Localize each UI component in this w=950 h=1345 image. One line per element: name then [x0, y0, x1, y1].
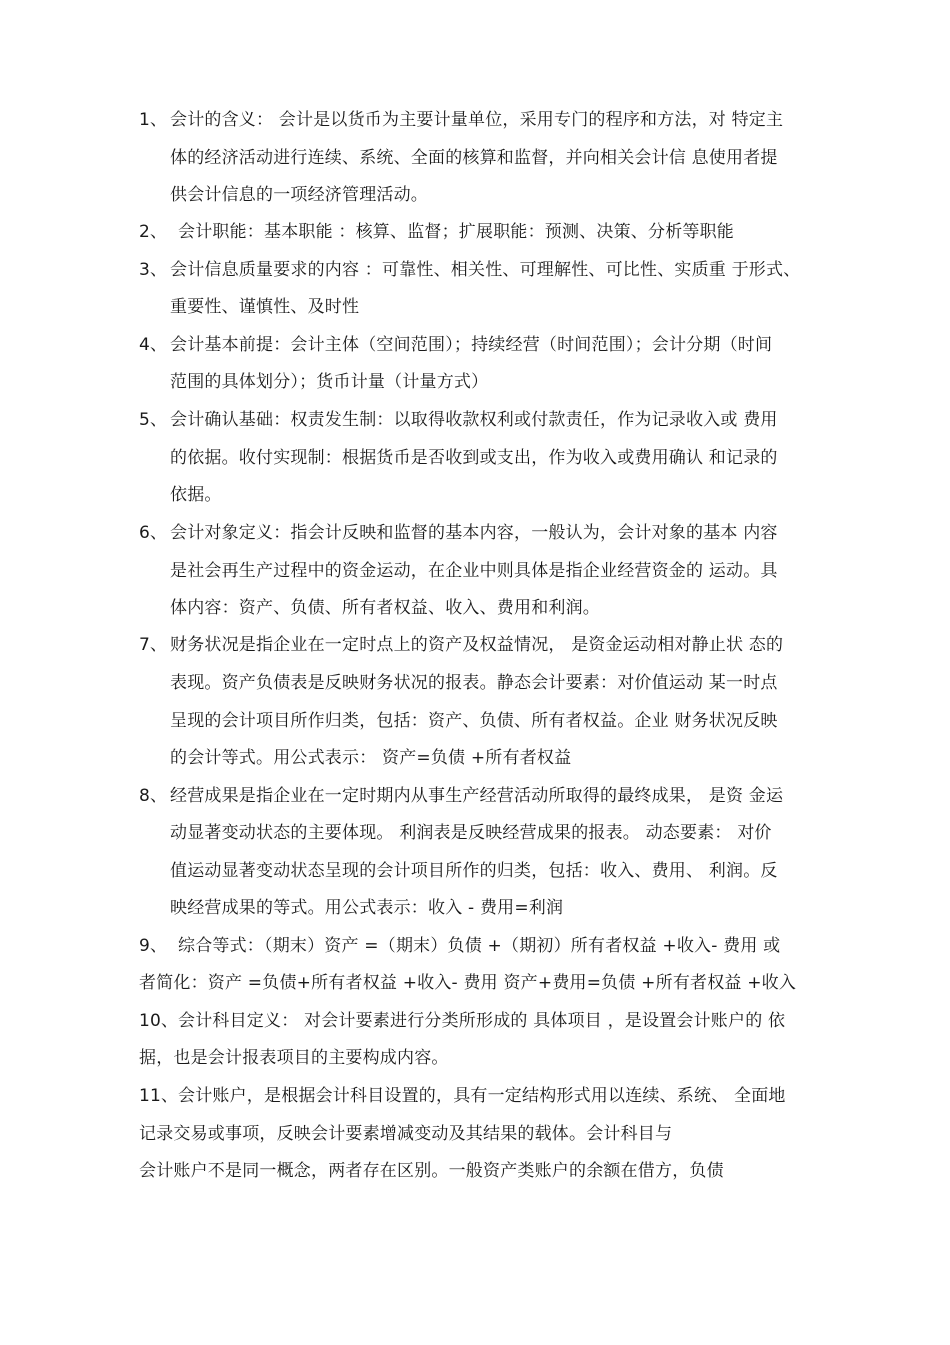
item-text: 映经营成果的等式。用公式表示：收入 - 费用=利润	[170, 898, 564, 918]
item-text: 会计对象定义：指会计反映和监督的基本内容，一般认为，会计对象的基本 内容	[170, 523, 778, 543]
item-text: 依据。	[170, 485, 222, 505]
item-text: 据，也是会计报表项目的主要构成内容。	[139, 1048, 449, 1068]
item-text: 供会计信息的一项经济管理活动。	[170, 185, 428, 205]
item-text: 者简化：资产 =负债+所有者权益 +收入- 费用 资产+费用=负债 +所有者权益 +收入	[139, 973, 797, 993]
item-text: 会计账户，是根据会计科目设置的，具有一定结构形式用以连续、系统、 全面地	[178, 1086, 786, 1106]
item-text: 会计账户不是同一概念，两者存在区别。一般资产类账户的余额在借方，负债	[139, 1161, 724, 1181]
item-text: 是社会再生产过程中的资金运动，在企业中则具体是指企业经营资金的 运动。具	[170, 561, 778, 581]
item-number: 9、	[139, 936, 168, 956]
item-number: 3、	[139, 260, 168, 280]
item-text: 综合等式：（期末）资产 =（期末）负债 +（期初）所有者权益 +收入- 费用 或	[178, 936, 781, 956]
item-text: 范围的具体划分）；货币计量（计量方式）	[170, 372, 489, 392]
item-text: 的会计等式。用公式表示： 资产=负债 +所有者权益	[170, 748, 572, 768]
item-number: 8、	[139, 786, 168, 806]
item-text: 会计的含义： 会计是以货币为主要计量单位，采用专门的程序和方法，对 特定主	[170, 110, 784, 130]
item-number: 10、	[139, 1011, 179, 1031]
item-text: 经营成果是指企业在一定时期内从事生产经营活动所取得的最终成果， 是资 金运	[170, 786, 784, 806]
item-text: 的依据。收付实现制：根据货币是否收到或支出，作为收入或费用确认 和记录的	[170, 448, 778, 468]
item-text: 会计科目定义： 对会计要素进行分类所形成的 具体项目 ，是设置会计账户的 依	[178, 1011, 786, 1031]
item-text: 会计确认基础：权责发生制：以取得收款权利或付款责任，作为记录收入或 费用	[170, 410, 778, 430]
item-text: 会计基本前提：会计主体（空间范围）；持续经营（时间范围）；会计分期（时间	[170, 335, 773, 355]
item-number: 7、	[139, 635, 168, 655]
item-number: 5、	[139, 410, 168, 430]
item-text: 会计职能：基本职能 ：核算、监督；扩展职能：预测、决策、分析等职能	[178, 222, 735, 242]
item-number: 11、	[139, 1086, 179, 1106]
item-text: 表现。资产负债表是反映财务状况的报表。静态会计要素：对价值运动 某一时点	[170, 673, 778, 693]
item-number: 6、	[139, 523, 168, 543]
item-text: 财务状况是指企业在一定时点上的资产及权益情况， 是资金运动相对静止状 态的	[170, 635, 784, 655]
item-number: 2、	[139, 222, 168, 242]
item-text: 体的经济活动进行连续、系统、全面的核算和监督，并向相关会计信 息使用者提	[170, 148, 778, 168]
item-text: 值运动显著变动状态呈现的会计项目所作的归类，包括：收入、费用、 利润。反	[170, 861, 778, 881]
item-number: 4、	[139, 335, 168, 355]
item-text: 体内容：资产、负债、所有者权益、收入、费用和利润。	[170, 598, 600, 618]
item-number: 1、	[139, 110, 168, 130]
item-text: 重要性、谨慎性、及时性	[170, 297, 360, 317]
item-text: 记录交易或事项，反映会计要素增减变动及其结果的载体。会计科目与	[139, 1124, 673, 1144]
item-text: 会计信息质量要求的内容 ：可靠性、相关性、可理解性、可比性、实质重 于形式、	[170, 260, 801, 280]
item-text: 动显著变动状态的主要体现。 利润表是反映经营成果的报表。 动态要素： 对价	[170, 823, 772, 843]
item-text: 呈现的会计项目所作归类，包括：资产、负债、所有者权益。企业 财务状况反映	[170, 711, 778, 731]
